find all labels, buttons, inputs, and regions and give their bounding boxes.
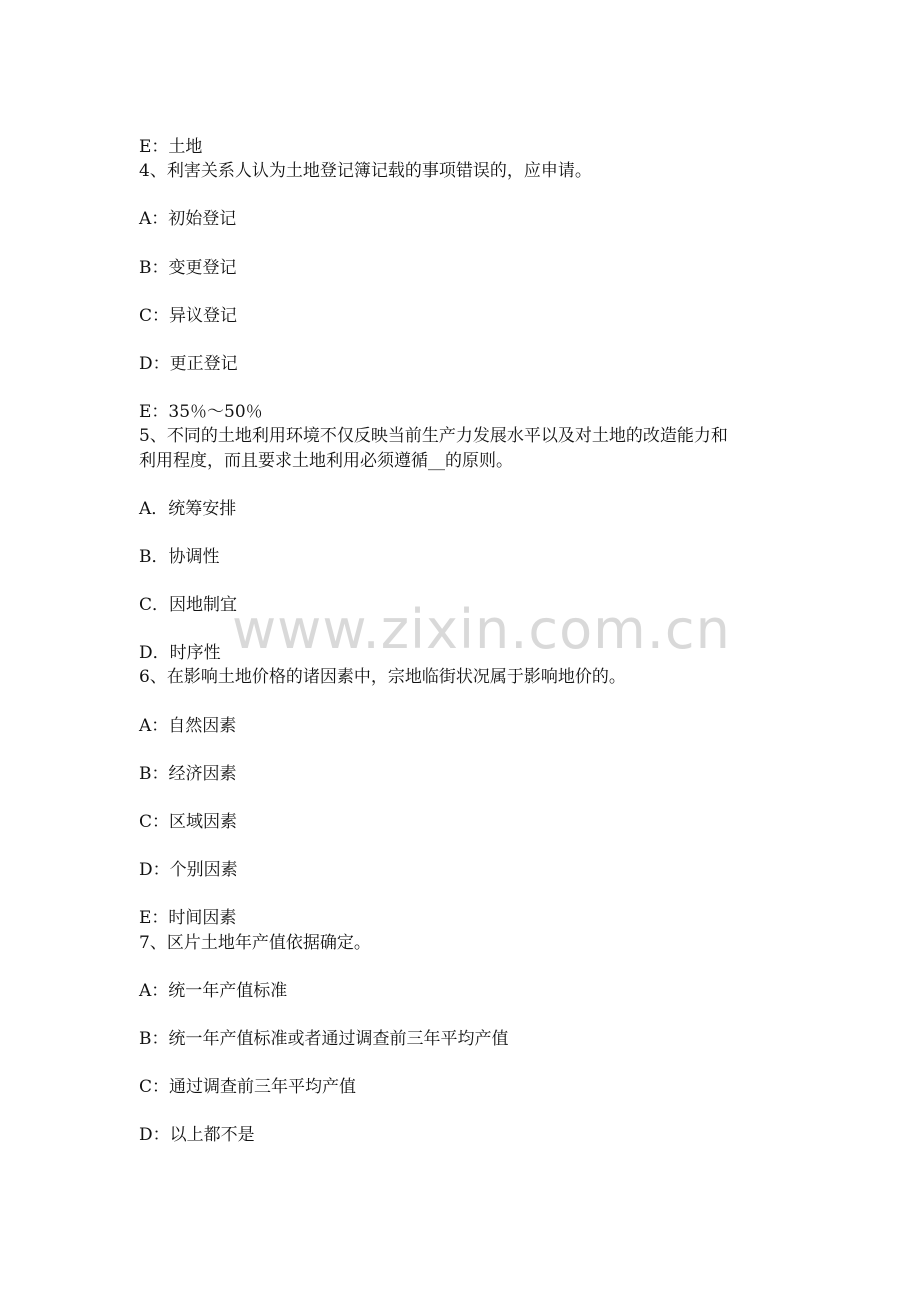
option-a-q6: A：自然因素	[139, 716, 237, 736]
question-6: 6、在影响土地价格的诸因素中，宗地临街状况属于影响地价的。	[139, 667, 626, 687]
option-e-q3: E：土地	[139, 137, 203, 157]
option-d-q5: D．时序性	[139, 643, 221, 663]
option-c-q6: C：区域因素	[139, 812, 238, 832]
option-a-q4: A：初始登记	[139, 209, 237, 229]
option-c-q5: C．因地制宜	[139, 595, 238, 615]
option-e-q6: E：时间因素	[139, 908, 237, 928]
question-7: 7、区片土地年产值依据确定。	[139, 933, 371, 953]
option-e-q4: E：35％～50％	[139, 402, 263, 422]
option-d-q4: D：更正登记	[139, 354, 238, 374]
option-b-q7: B：统一年产值标准或者通过调查前三年平均产值	[139, 1029, 509, 1049]
option-b-q6: B：经济因素	[139, 764, 237, 784]
option-c-q7: C：通过调查前三年平均产值	[139, 1077, 357, 1097]
question-5-line-2: 利用程度，而且要求土地利用必须遵循__的原则。	[139, 451, 513, 471]
option-a-q7: A：统一年产值标准	[139, 981, 288, 1001]
option-c-q4: C：异议登记	[139, 306, 238, 326]
watermark-text: www.zixin.com.cn	[232, 598, 731, 661]
option-d-q7: D：以上都不是	[139, 1125, 255, 1145]
question-5-line-1: 5、不同的土地利用环境不仅反映当前生产力发展水平以及对土地的改造能力和	[139, 426, 728, 446]
option-a-q5: A．统筹安排	[139, 499, 237, 519]
option-d-q6: D：个别因素	[139, 860, 238, 880]
option-b-q4: B：变更登记	[139, 258, 237, 278]
option-b-q5: B．协调性	[139, 547, 220, 567]
question-4: 4、利害关系人认为土地登记簿记载的事项错误的，应申请。	[139, 161, 592, 181]
